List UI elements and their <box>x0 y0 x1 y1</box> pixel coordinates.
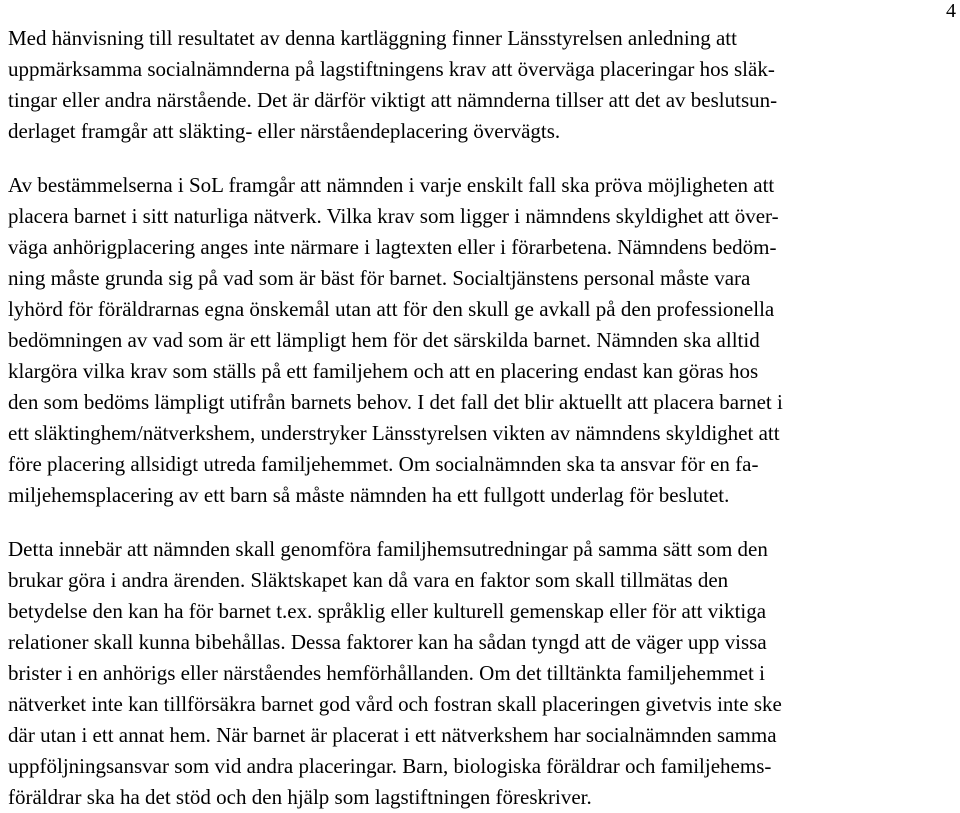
text-line: uppföljningsansvar som vid andra placeringar. Barn, biologiska föräldrar och familjehems- <box>8 754 772 778</box>
text-line: väga anhörigplacering anges inte närmare i lagtexten eller i förarbetena. Nämndens bedöm- <box>8 235 777 259</box>
paragraph-2 <box>8 170 956 511</box>
text-line: Detta innebär att nämnden skall genomföra familjhemsutredningar på samma sätt som den <box>8 537 768 561</box>
text-line: nätverket inte kan tillförsäkra barnet god vård och fostran skall placeringen givetvis inte ske <box>8 692 782 716</box>
text-line: tingar eller andra närstående. Det är därför viktigt att nämnderna tillser att det av beslutsun- <box>8 88 778 112</box>
text-line: betydelse den kan ha för barnet t.ex. språklig eller kulturell gemenskap eller för att viktiga <box>8 599 767 623</box>
text-line: ett släktinghem/nätverkshem, understryker Länsstyrelsen vikten av nämndens skyldighet att <box>8 421 780 445</box>
text-line: placera barnet i sitt naturliga nätverk. Vilka krav som ligger i nämndens skyldighet att över- <box>8 204 779 228</box>
text-line: där utan i ett annat hem. När barnet är placerat i ett nätverkshem har socialnämnden samma <box>8 723 777 747</box>
document-body <box>8 23 956 813</box>
text-line: brister i en anhörigs eller närståendes hemförhållanden. Om det tilltänkta familjehemmet i <box>8 661 765 685</box>
text-line: uppmärksamma socialnämnderna på lagstiftningens krav att överväga placeringar hos släk- <box>8 57 775 81</box>
text-line: före placering allsidigt utreda familjehemmet. Om socialnämnden ska ta ansvar för en fa- <box>8 452 759 476</box>
text-line: den som bedöms lämpligt utifrån barnets behov. I det fall det blir aktuellt att placera barnet i <box>8 390 783 414</box>
page-number: 4 <box>946 0 956 22</box>
text-line: ning måste grunda sig på vad som är bäst för barnet. Socialtjänstens personal måste vara <box>8 266 751 290</box>
text-line: brukar göra i andra ärenden. Släktskapet kan då vara en faktor som skall tillmätas den <box>8 568 729 592</box>
text-line: klargöra vilka krav som ställs på ett familjehem och att en placering endast kan göras hos <box>8 359 759 383</box>
text-line: relationer skall kunna bibehållas. Dessa faktorer kan ha sådan tyngd att de väger upp vissa <box>8 630 767 654</box>
text-line: Av bestämmelserna i SoL framgår att nämnden i varje enskilt fall ska pröva möjligheten att <box>8 173 775 197</box>
paragraph-3 <box>8 534 956 813</box>
text-line: Med hänvisning till resultatet av denna kartläggning finner Länsstyrelsen anledning att <box>8 26 737 50</box>
text-line: lyhörd för föräldrarnas egna önskemål utan att för den skull ge avkall på den professionella <box>8 297 775 321</box>
text-line: föräldrar ska ha det stöd och den hjälp som lagstiftningen föreskriver. <box>8 785 592 809</box>
text-line: miljehemsplacering av ett barn så måste nämnden ha ett fullgott underlag för beslutet. <box>8 483 730 507</box>
text-line: derlaget framgår att släkting- eller närståendeplacering övervägts. <box>8 119 561 143</box>
paragraph-1 <box>8 23 956 147</box>
text-line: bedömningen av vad som är ett lämpligt hem för det särskilda barnet. Nämnden ska alltid <box>8 328 760 352</box>
